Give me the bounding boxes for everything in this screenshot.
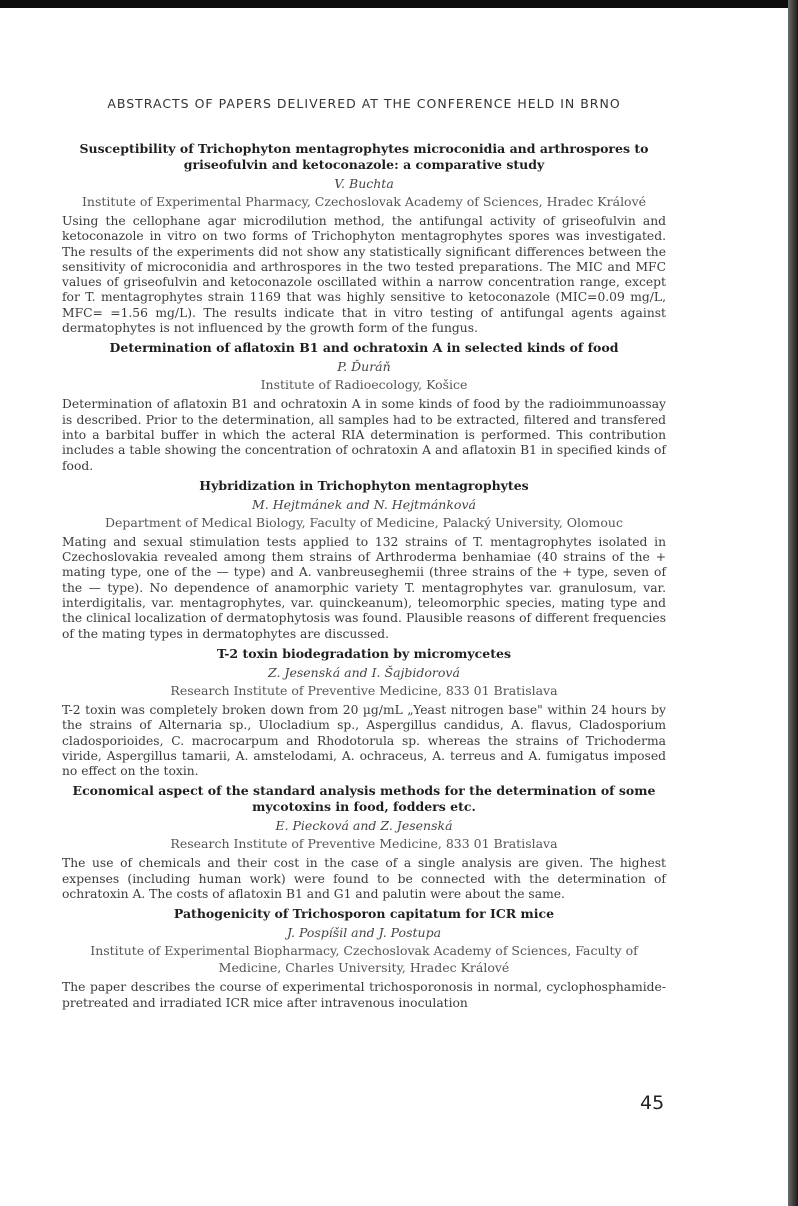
abstract-title: Hybridization in Trichophyton mentagrophytes: [199, 477, 529, 493]
abstract-title: Economical aspect of the standard analysis methods for the determination of some mycotoxins in food, fodders etc.: [72, 783, 656, 815]
abstract-body: Using the cellophane agar microdilution method, the antifungal activity of griseofulvin and ketoconazole in vitro on two forms of Trichophyton mentagrophytes spores was investigated. The results of the experiments did not show any statistically significant differences between the sensitivity of microconidia and arthrospores in the two tested preparations. The MIC and MFC values of griseofulvin and ketoconazole oscillated within a narrow concentration range, except for T. mentagrophytes strain 1169 that was highly sensitive to ketoconazole (MIC=0.09 mg/L, MFC= =1.56 mg/L). The results indicate that in vitro testing of antifungal agents against dermatophytes is not influenced by the growth form of the fungus.: [62, 214, 666, 336]
abstract-affiliation: Research Institute of Preventive Medicine, 833 01 Bratislava: [170, 836, 558, 852]
abstract-affiliation: Department of Medical Biology, Faculty of Medicine, Palacký University, Olomouc: [105, 514, 623, 530]
abstract-affiliation: Institute of Radioecology, Košice: [260, 377, 468, 393]
abstract-authors: Z. Jesenská and I. Šajbidorová: [268, 664, 460, 680]
abstract-title: Determination of aflatoxin B1 and ochratoxin A in selected kinds of food: [109, 340, 619, 356]
abstract-authors: J. Pospíšil and J. Postupa: [286, 925, 442, 941]
abstract-title: T-2 toxin biodegradation by micromycetes: [217, 645, 511, 661]
abstract-body: Mating and sexual stimulation tests applied to 132 strains of T. mentagrophytes isolated in Czechoslovakia revealed among them strains of Arthroderma benhamiae (40 strains of the + mating type, one of the — type) and A. vanbreuseghemii (three strains of the + type, seven of the — type). No dependence of anamorphic variety T. mentagrophytes var. granulosum, var. interdigitalis, var. mentagrophytes, var. quinckeanum), teleomorphic species, mating type and the clinical localization of dermatophytosis was found. Plausible reasons of different frequencies of the mating types in dermatophytes are discussed.: [62, 534, 666, 641]
abstract-jesenska: [62, 646, 666, 779]
abstract-affiliation: Institute of Experimental Biopharmacy, Czechoslovak Academy of Sciences, Faculty of Medicine, Charles University, Hradec Králové: [90, 943, 638, 976]
abstract-pieckova: [62, 783, 666, 902]
abstract-authors: E. Piecková and Z. Jesenská: [275, 818, 453, 834]
running-head: ABSTRACTS OF PAPERS DELIVERED AT THE CONFERENCE HELD IN BRNO: [107, 96, 621, 111]
scan-top-border: [0, 0, 798, 8]
abstract-authors: P. Ďuráň: [337, 359, 391, 375]
page-content: [62, 96, 666, 1011]
abstract-title: Susceptibility of Trichophyton mentagrophytes microconidia and arthrospores to griseofulvin and ketoconazole: a comparative study: [79, 141, 649, 172]
abstract-body: Determination of aflatoxin B1 and ochratoxin A in some kinds of food by the radioimmunoassay is described. Prior to the determination, all samples had to be extracted, filtered and transfered into a barbital buffer in which the acteral RIA determination is performed. This contribution includes a table showing the concentration of ochratoxin A and aflatoxin B1 in specified kinds of food.: [62, 397, 666, 473]
abstract-body: The paper describes the course of experimental trichosporonosis in normal, cyclophosphamide-pretreated and irradiated ICR mice after intravenous inoculation: [62, 980, 666, 1010]
abstract-body: T-2 toxin was completely broken down from 20 µg/mL „Yeast nitrogen base" within 24 hours by the strains of Alternaria sp., Ulocladium sp., Aspergillus candidus, A. flavus, Cladosporium cladosporioides, C. macrocarpum and Rhodotorula sp. whereas the strains of Trichoderma viride, Aspergillus tamarii, A. amstelodami, A. ochraceus, A. terreus and A. fumigatus imposed no effect on the toxin.: [62, 702, 666, 779]
abstract-pospisil: [62, 906, 666, 1011]
abstract-duran: [62, 340, 666, 473]
abstract-authors: V. Buchta: [334, 176, 394, 191]
scan-right-border: [788, 0, 798, 1206]
abstract-hejtmanek: [62, 478, 666, 642]
abstract-affiliation: Research Institute of Preventive Medicine, 833 01 Bratislava: [170, 682, 558, 698]
abstract-title: Pathogenicity of Trichosporon capitatum for ICR mice: [173, 906, 555, 922]
abstract-affiliation: Institute of Experimental Pharmacy, Czechoslovak Academy of Sciences, Hradec Králové: [81, 194, 647, 209]
abstract-buchta: [62, 141, 666, 336]
page-number: 45: [640, 1092, 665, 1114]
abstract-body: The use of chemicals and their cost in the case of a single analysis are given. The highest expenses (including human work) were found to be connected with the determination of ochratoxin A. The costs of aflatoxin B1 and G1 and palutin were about the same.: [62, 856, 666, 902]
abstract-authors: M. Hejtmánek and N. Hejtmánková: [252, 496, 476, 512]
